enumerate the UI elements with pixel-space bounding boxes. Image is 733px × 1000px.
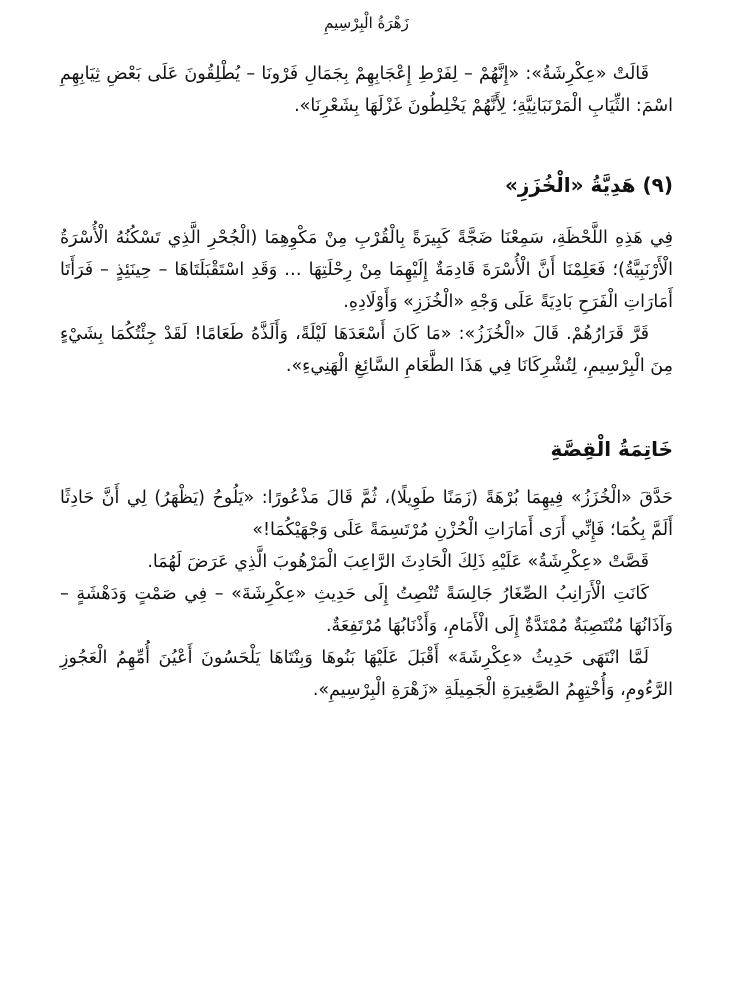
intro-section — [60, 58, 673, 122]
section-9-paragraph-1: فِي هَذِهِ اللَّحْظَةِ، سَمِعْنَا ضَجَّةً كَبِيرَةً بِالْقُرْبِ مِنْ مَكْوِهِمَا (الْجُحْرِ الَّذِي تَسْكُنُهُ الْأُسْرَةُ الْأَرْنَبِيَّةُ)؛ فَعَلِمْنَا أَنَّ الْأُسْرَةَ قَادِمَةٌ إِلَيْهِمَا مِنْ رِحْلَتِهَا … وَقَدِ اسْتَقْبَلَتَاهَا – حِينَئِذٍ – فَرَأَتَا أَمَارَاتِ الْفَرَحِ بَادِيَةً عَلَى وَجْهِ «الْخُزَزِ» وَأَوْلَادِهِ. — [60, 228, 673, 312]
running-header: زَهْرَةُ الْبِرْسِيمِ — [324, 14, 409, 32]
section-9-heading: (٩) هَدِيَّةُ «الْخُزَزِ» — [504, 173, 673, 197]
conclusion-paragraph-3: كَانَتِ الْأَرَانِبُ الصِّغَارُ جَالِسَةً تُنْصِتُ إِلَى حَدِيثِ «عِكْرِشَةَ» – فِي صَمْتٍ وَدَهْشَةٍ – وَآذَانُهَا مُنْتَصِبَةٌ مُمْتَدَّةٌ إِلَى الْأَمَامِ، وَأَذْنَابُهَا مُرْتَفِعَةٌ. — [60, 584, 673, 636]
intro-paragraph: قَالَتْ «عِكْرِشَةُ»: «إِنَّهُمْ – لِفَرْطِ إِعْجَابِهِمْ بِجَمَالِ فَرْونَا – يُطْلِقُونَ عَلَى بَعْضِ ثِيَابِهِمِ اسْمَ: الثِّيَابِ الْمَرْنَبَانِيَّةِ؛ لِأَنَّهُمْ يَخْلِطُونَ غَزْلَهَا بِشَعْرِنَا». — [60, 64, 673, 116]
book-page — [60, 0, 673, 1000]
conclusion-paragraph-2: قَصَّتْ «عِكْرِشَةُ» عَلَيْهِ ذَلِكَ الْحَادِثَ الرَّاعِبَ الْمَرْهُوبَ الَّذِي عَرَضَ لَهُمَا. — [147, 552, 649, 572]
section-9-body — [60, 222, 673, 382]
section-9-paragraph-2: قَرَّ قَرَارُهُمْ. قَالَ «الْخُزَزُ»: «مَا كَانَ أَسْعَدَهَا لَيْلَةً، وَأَلَذَّهُ طَعَامًا! لَقَدْ جِئْتُكُمَا بِشَيْءٍ مِنَ الْبِرْسِيمِ، لِتُشْرِكَانَا فِي هَذَا الطَّعَامِ السَّائِغِ الْهَنِيءِ». — [60, 324, 673, 376]
conclusion-heading: خَاتِمَةُ الْقِصَّةِ — [550, 437, 673, 461]
conclusion-paragraph-1: حَدَّقَ «الْخُزَزُ» فِيهِمَا بُرْهَةً (زَمَنًا طَوِيلًا)، ثُمَّ قَالَ مَذْعُورًا: «يَلُوحُ (يَظْهَرُ) لِي أَنَّ حَادِثًا أَلَمَّ بِكُمَا؛ فَإِنِّي أَرَى أَمَارَاتِ الْحُزْنِ مُرْتَسِمَةً عَلَى وَجْهَيْكُمَا!» — [60, 488, 673, 540]
conclusion-paragraph-4: لَمَّا انْتَهَى حَدِيثُ «عِكْرِشَةَ» أَقْبَلَ عَلَيْهَا بَنُوهَا وَبِنْتَاهَا يَلْحَسُونَ أَعْيُنَ أُمِّهِمُ الْعَجُوزِ الرَّءُومِ، وَأُخْتِهِمُ الصَّغِيرَةِ الْجَمِيلَةِ «زَهْرَةِ الْبِرْسِيمِ». — [60, 648, 673, 700]
conclusion-body — [60, 482, 673, 706]
